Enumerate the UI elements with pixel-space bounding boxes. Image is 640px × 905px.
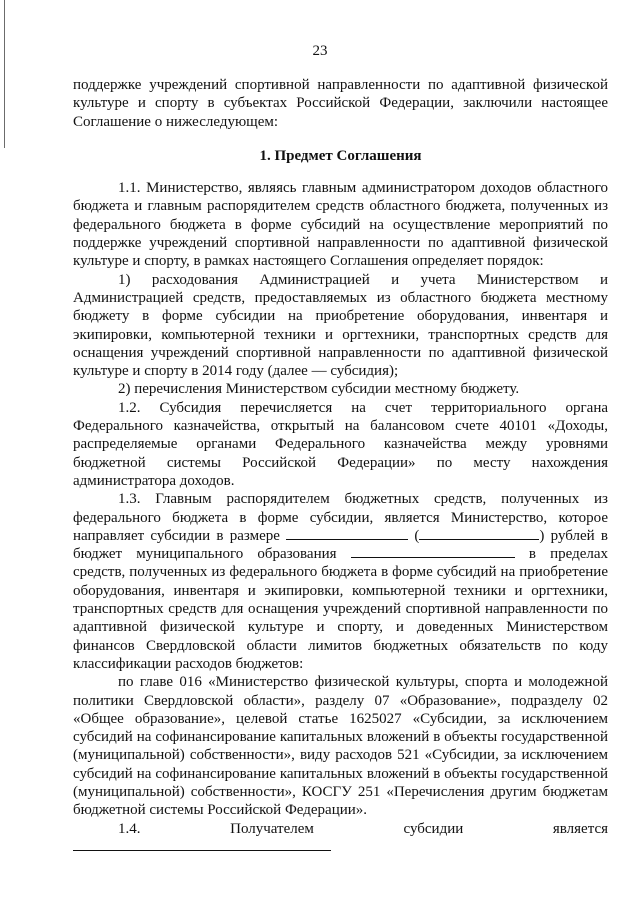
paragraph-1-1: 1.1. Министерство, являясь главным администратором доходов областного бюджета и главным распорядителем средств областного бюджета, полученных из федерального бюджета в форме субсидий на осуществление мероприятий по поддержке учреждений спортивной направленности по адаптивной физической культуре и спорту, в рамках настоящего Соглашения определяет порядок:	[73, 180, 608, 270]
paragraph-1-1-item-1: 1) расходования Администрацией и учета Министерством и Администрацией средств, предоставляемых из областного бюджета местному бюджету в форме субсидии на приобретение оборудования, инвентаря и экипировки, компьютерной техники и оргтехники, транспортных средств для оснащения учреждений спортивной направленности по адаптивной физической культуре и спорту в 2014 году (далее — субсидия);	[73, 271, 608, 380]
paragraph-1-3-end: в пределах средств, полученных из федерального бюджета в форме субсидий на приобретение оборудования, инвентаря и экипировки, компьютерной техники и оргтехники, транспортных средств для оснащения учреждений спортивной направленности по адаптивной физической культуре и спорту, и доведенных Министерством финансов Свердловской области лимитов бюджетных обязательств по коду классификации расходов бюджетов:	[73, 546, 609, 672]
page-number: 23	[312, 43, 328, 59]
municipality-blank-field[interactable]	[351, 545, 515, 558]
intro-paragraph: поддержке учреждений спортивной направленности по адаптивной физической культуре и спорту в субъектах Российской Федерации, заключили настоящее Соглашение о нижеследующем:	[73, 77, 608, 130]
paragraph-1-1-item-2: 2) перечисления Министерством субсидии местному бюджету.	[118, 381, 520, 398]
paragraph-1-3-code: по главе 016 «Министерство физической культуры, спорта и молодежной политики Свердловской области», разделу 07 «Образование», подразделу 02 «Общее образование», целевой статье 1625027 «Субсидии, за исключением субсидий на софинансирование капитальных вложений в объекты государственной (муниципальной) собственности», виду расходов 521 «Субсидии, за исключением субсидий на софинансирование капитальных вложений в объекты государственной (муниципальной) собственности», КОСГУ 251 «Перечисления другим бюджетам бюджетной системы Российской Федерации».	[73, 674, 608, 819]
amount-blank-field[interactable]	[286, 527, 408, 540]
paragraph-1-3	[73, 490, 608, 673]
paren-open: (	[414, 527, 420, 544]
paragraph-1-4	[73, 820, 608, 857]
margin-line	[4, 0, 5, 148]
paragraph-1-2: 1.2. Субсидия перечисляется на счет территориального органа Федерального казначейства, открытый на балансовом счете 40101 «Доходы, распределяемые органами Федерального казначейства между уровнями бюджетной системы Российской Федерации» по месту нахождения администратора доходов.	[73, 399, 608, 489]
paragraph-1-4-text: 1.4. Получателем субсидии является	[118, 820, 608, 837]
recipient-blank-field[interactable]	[73, 838, 331, 851]
paragraph-1-3-middle: ) рублей в бюджет муниципального образования	[73, 527, 608, 563]
paragraph-1-3-start: 1.3. Главным распорядителем бюджетных средств, полученных из федерального бюджета в форме субсидии, является Министерство, которое направляет субсидии в размере	[73, 491, 608, 544]
section-title: 1. Предмет Соглашения	[259, 147, 422, 164]
document-body	[73, 76, 608, 856]
amount-words-blank-field[interactable]	[419, 527, 539, 540]
